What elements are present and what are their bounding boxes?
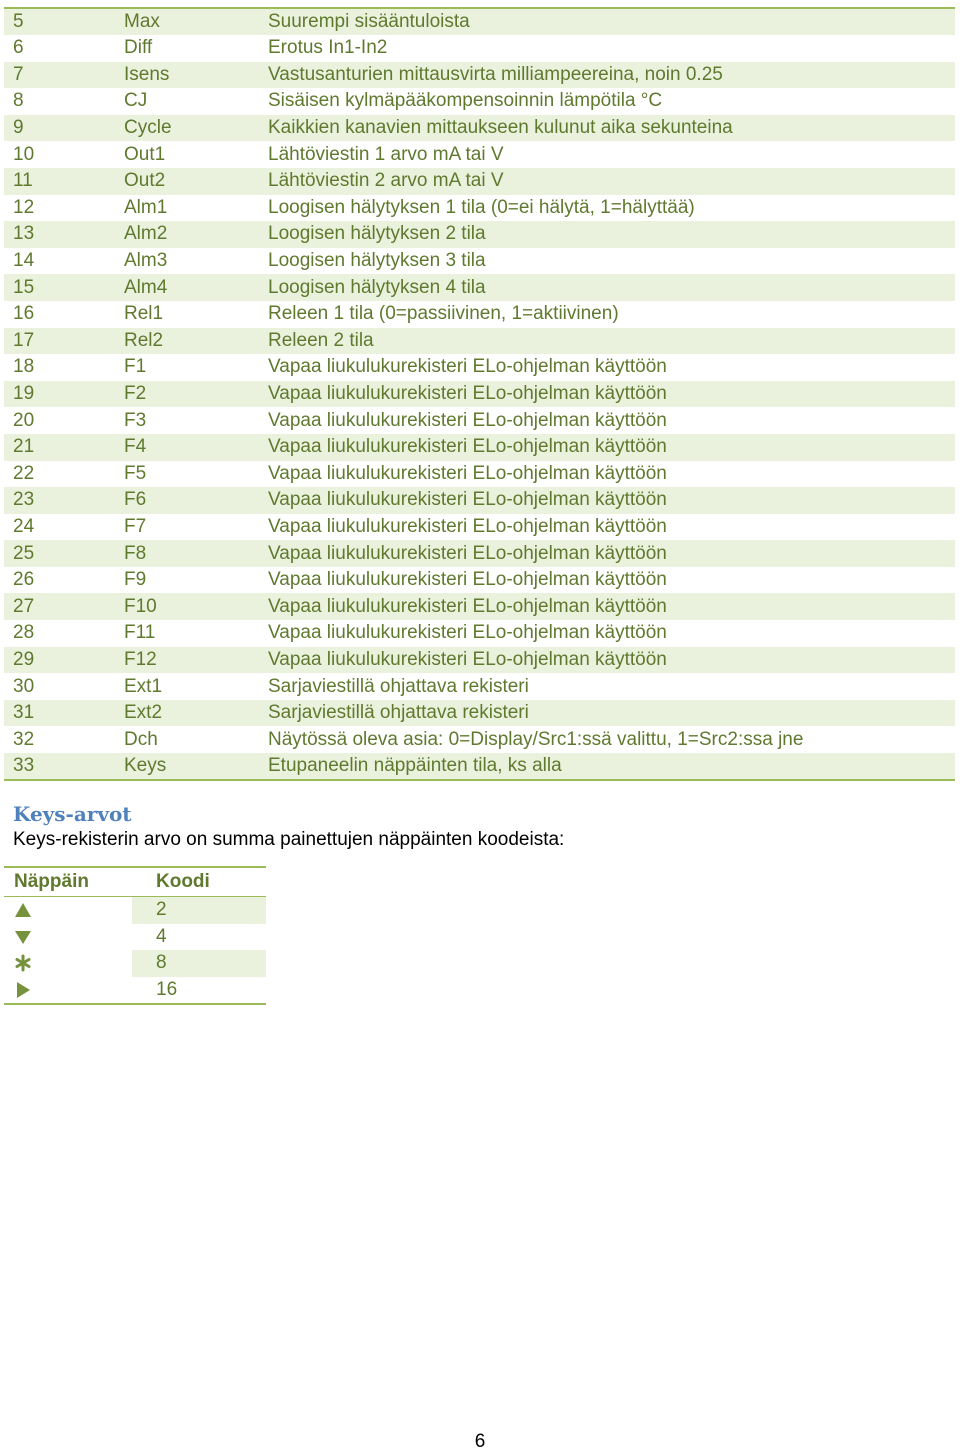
key-column-header: Näppäin	[4, 867, 132, 897]
keys-table	[4, 866, 266, 1005]
register-number: 29	[4, 647, 115, 674]
table-row	[4, 726, 955, 753]
register-number: 5	[4, 8, 115, 35]
register-number: 9	[4, 115, 115, 142]
register-description: Vapaa liukulukurekisteri ELo-ohjelman käyttöön	[259, 354, 955, 381]
keys-table-row	[4, 924, 266, 951]
register-description: Vapaa liukulukurekisteri ELo-ohjelman käyttöön	[259, 381, 955, 408]
register-name: Ext2	[115, 700, 259, 727]
register-name: Rel2	[115, 328, 259, 355]
register-description: Releen 1 tila (0=passiivinen, 1=aktiivinen)	[259, 301, 955, 328]
asterisk-icon	[14, 954, 32, 972]
register-number: 32	[4, 726, 115, 753]
table-row	[4, 434, 955, 461]
register-number: 30	[4, 673, 115, 700]
register-table	[4, 7, 955, 781]
table-row	[4, 700, 955, 727]
keys-table-row	[4, 977, 266, 1005]
table-row	[4, 195, 955, 222]
table-row	[4, 461, 955, 488]
table-row	[4, 88, 955, 115]
register-name: Ext1	[115, 673, 259, 700]
register-number: 24	[4, 514, 115, 541]
register-description: Vapaa liukulukurekisteri ELo-ohjelman käyttöön	[259, 540, 955, 567]
register-number: 12	[4, 195, 115, 222]
register-description: Vapaa liukulukurekisteri ELo-ohjelman käyttöön	[259, 461, 955, 488]
register-number: 6	[4, 35, 115, 62]
register-number: 26	[4, 567, 115, 594]
register-number: 20	[4, 407, 115, 434]
register-name: F4	[115, 434, 259, 461]
register-name: Keys	[115, 753, 259, 780]
register-name: F3	[115, 407, 259, 434]
register-description: Vapaa liukulukurekisteri ELo-ohjelman käyttöön	[259, 514, 955, 541]
register-description: Vapaa liukulukurekisteri ELo-ohjelman käyttöön	[259, 620, 955, 647]
register-name: Diff	[115, 35, 259, 62]
register-number: 17	[4, 328, 115, 355]
register-description: Sisäisen kylmäpääkompensoinnin lämpötila °C	[259, 88, 955, 115]
table-row	[4, 647, 955, 674]
keys-table-body	[4, 897, 266, 1005]
register-number: 18	[4, 354, 115, 381]
register-number: 27	[4, 593, 115, 620]
register-name: Isens	[115, 62, 259, 89]
right-arrow-icon	[14, 981, 32, 999]
register-number: 15	[4, 274, 115, 301]
table-row	[4, 673, 955, 700]
register-description: Vapaa liukulukurekisteri ELo-ohjelman käyttöön	[259, 434, 955, 461]
table-row	[4, 301, 955, 328]
table-row	[4, 62, 955, 89]
keys-intro-text: Keys-rekisterin arvo on summa painettujen näppäinten koodeista:	[13, 829, 565, 850]
register-name: F1	[115, 354, 259, 381]
keys-table-row	[4, 950, 266, 977]
register-number: 19	[4, 381, 115, 408]
register-description: Loogisen hälytyksen 3 tila	[259, 248, 955, 275]
register-description: Erotus In1-In2	[259, 35, 955, 62]
register-name: Alm3	[115, 248, 259, 275]
register-description: Loogisen hälytyksen 1 tila (0=ei hälytä, 1=hälyttää)	[259, 195, 955, 222]
key-cell	[4, 977, 132, 1005]
register-table-body	[4, 8, 955, 780]
table-row	[4, 35, 955, 62]
table-row	[4, 354, 955, 381]
table-row	[4, 274, 955, 301]
keys-table-row	[4, 897, 266, 924]
register-number: 22	[4, 461, 115, 488]
table-row	[4, 567, 955, 594]
register-description: Vapaa liukulukurekisteri ELo-ohjelman käyttöön	[259, 567, 955, 594]
register-name: F5	[115, 461, 259, 488]
table-row	[4, 141, 955, 168]
register-description: Suurempi sisääntuloista	[259, 8, 955, 35]
register-description: Näytössä oleva asia: 0=Display/Src1:ssä valittu, 1=Src2:ssa jne	[259, 726, 955, 753]
register-number: 31	[4, 700, 115, 727]
register-description: Loogisen hälytyksen 4 tila	[259, 274, 955, 301]
table-row	[4, 221, 955, 248]
register-description: Sarjaviestillä ohjattava rekisteri	[259, 700, 955, 727]
table-row	[4, 753, 955, 780]
register-number: 13	[4, 221, 115, 248]
register-number: 11	[4, 168, 115, 195]
register-number: 23	[4, 487, 115, 514]
table-row	[4, 514, 955, 541]
key-code: 4	[156, 925, 167, 947]
register-name: Cycle	[115, 115, 259, 142]
table-row	[4, 540, 955, 567]
table-row	[4, 115, 955, 142]
key-code: 8	[132, 950, 266, 977]
register-description: Releen 2 tila	[259, 328, 955, 355]
key-cell	[4, 897, 132, 924]
register-name: F6	[115, 487, 259, 514]
register-name: Alm4	[115, 274, 259, 301]
key-code: 16	[156, 979, 178, 1001]
register-name: Alm2	[115, 221, 259, 248]
key-code: 2	[132, 897, 266, 924]
register-description: Etupaneelin näppäinten tila, ks alla	[259, 753, 955, 780]
table-row	[4, 328, 955, 355]
register-description: Lähtöviestin 2 arvo mA tai V	[259, 168, 955, 195]
register-description: Vapaa liukulukurekisteri ELo-ohjelman käyttöön	[259, 647, 955, 674]
register-description: Vapaa liukulukurekisteri ELo-ohjelman käyttöön	[259, 407, 955, 434]
register-name: Max	[115, 8, 259, 35]
table-row	[4, 381, 955, 408]
key-cell	[4, 924, 132, 951]
register-description: Vapaa liukulukurekisteri ELo-ohjelman käyttöön	[259, 593, 955, 620]
register-name: F8	[115, 540, 259, 567]
register-description: Sarjaviestillä ohjattava rekisteri	[259, 673, 955, 700]
register-number: 28	[4, 620, 115, 647]
register-number: 25	[4, 540, 115, 567]
register-description: Vapaa liukulukurekisteri ELo-ohjelman käyttöön	[259, 487, 955, 514]
code-column-header: Koodi	[132, 867, 266, 897]
register-name: Out2	[115, 168, 259, 195]
register-name: Alm1	[115, 195, 259, 222]
register-name: Out1	[115, 141, 259, 168]
register-name: F9	[115, 567, 259, 594]
register-number: 14	[4, 248, 115, 275]
register-description: Lähtöviestin 1 arvo mA tai V	[259, 141, 955, 168]
register-name: Rel1	[115, 301, 259, 328]
register-number: 33	[4, 753, 115, 780]
table-row	[4, 168, 955, 195]
register-name: F2	[115, 381, 259, 408]
up-arrow-icon	[14, 901, 32, 919]
key-cell	[4, 950, 132, 977]
register-description: Loogisen hälytyksen 2 tila	[259, 221, 955, 248]
table-row	[4, 620, 955, 647]
table-row	[4, 8, 955, 35]
register-name: F7	[115, 514, 259, 541]
register-number: 21	[4, 434, 115, 461]
register-name: F10	[115, 593, 259, 620]
table-row	[4, 487, 955, 514]
table-row	[4, 593, 955, 620]
keys-table-header-row	[4, 867, 266, 897]
register-description: Vastusanturien mittausvirta milliampeereina, noin 0.25	[259, 62, 955, 89]
keys-section-heading: Keys-arvot	[13, 802, 132, 826]
page-number: 6	[474, 1431, 486, 1452]
register-number: 7	[4, 62, 115, 89]
register-name: Dch	[115, 726, 259, 753]
register-name: CJ	[115, 88, 259, 115]
register-description: Kaikkien kanavien mittaukseen kulunut aika sekunteina	[259, 115, 955, 142]
table-row	[4, 407, 955, 434]
table-row	[4, 248, 955, 275]
register-name: F12	[115, 647, 259, 674]
register-number: 16	[4, 301, 115, 328]
register-name: F11	[115, 620, 259, 647]
register-number: 10	[4, 141, 115, 168]
down-arrow-icon	[14, 928, 32, 946]
register-number: 8	[4, 88, 115, 115]
